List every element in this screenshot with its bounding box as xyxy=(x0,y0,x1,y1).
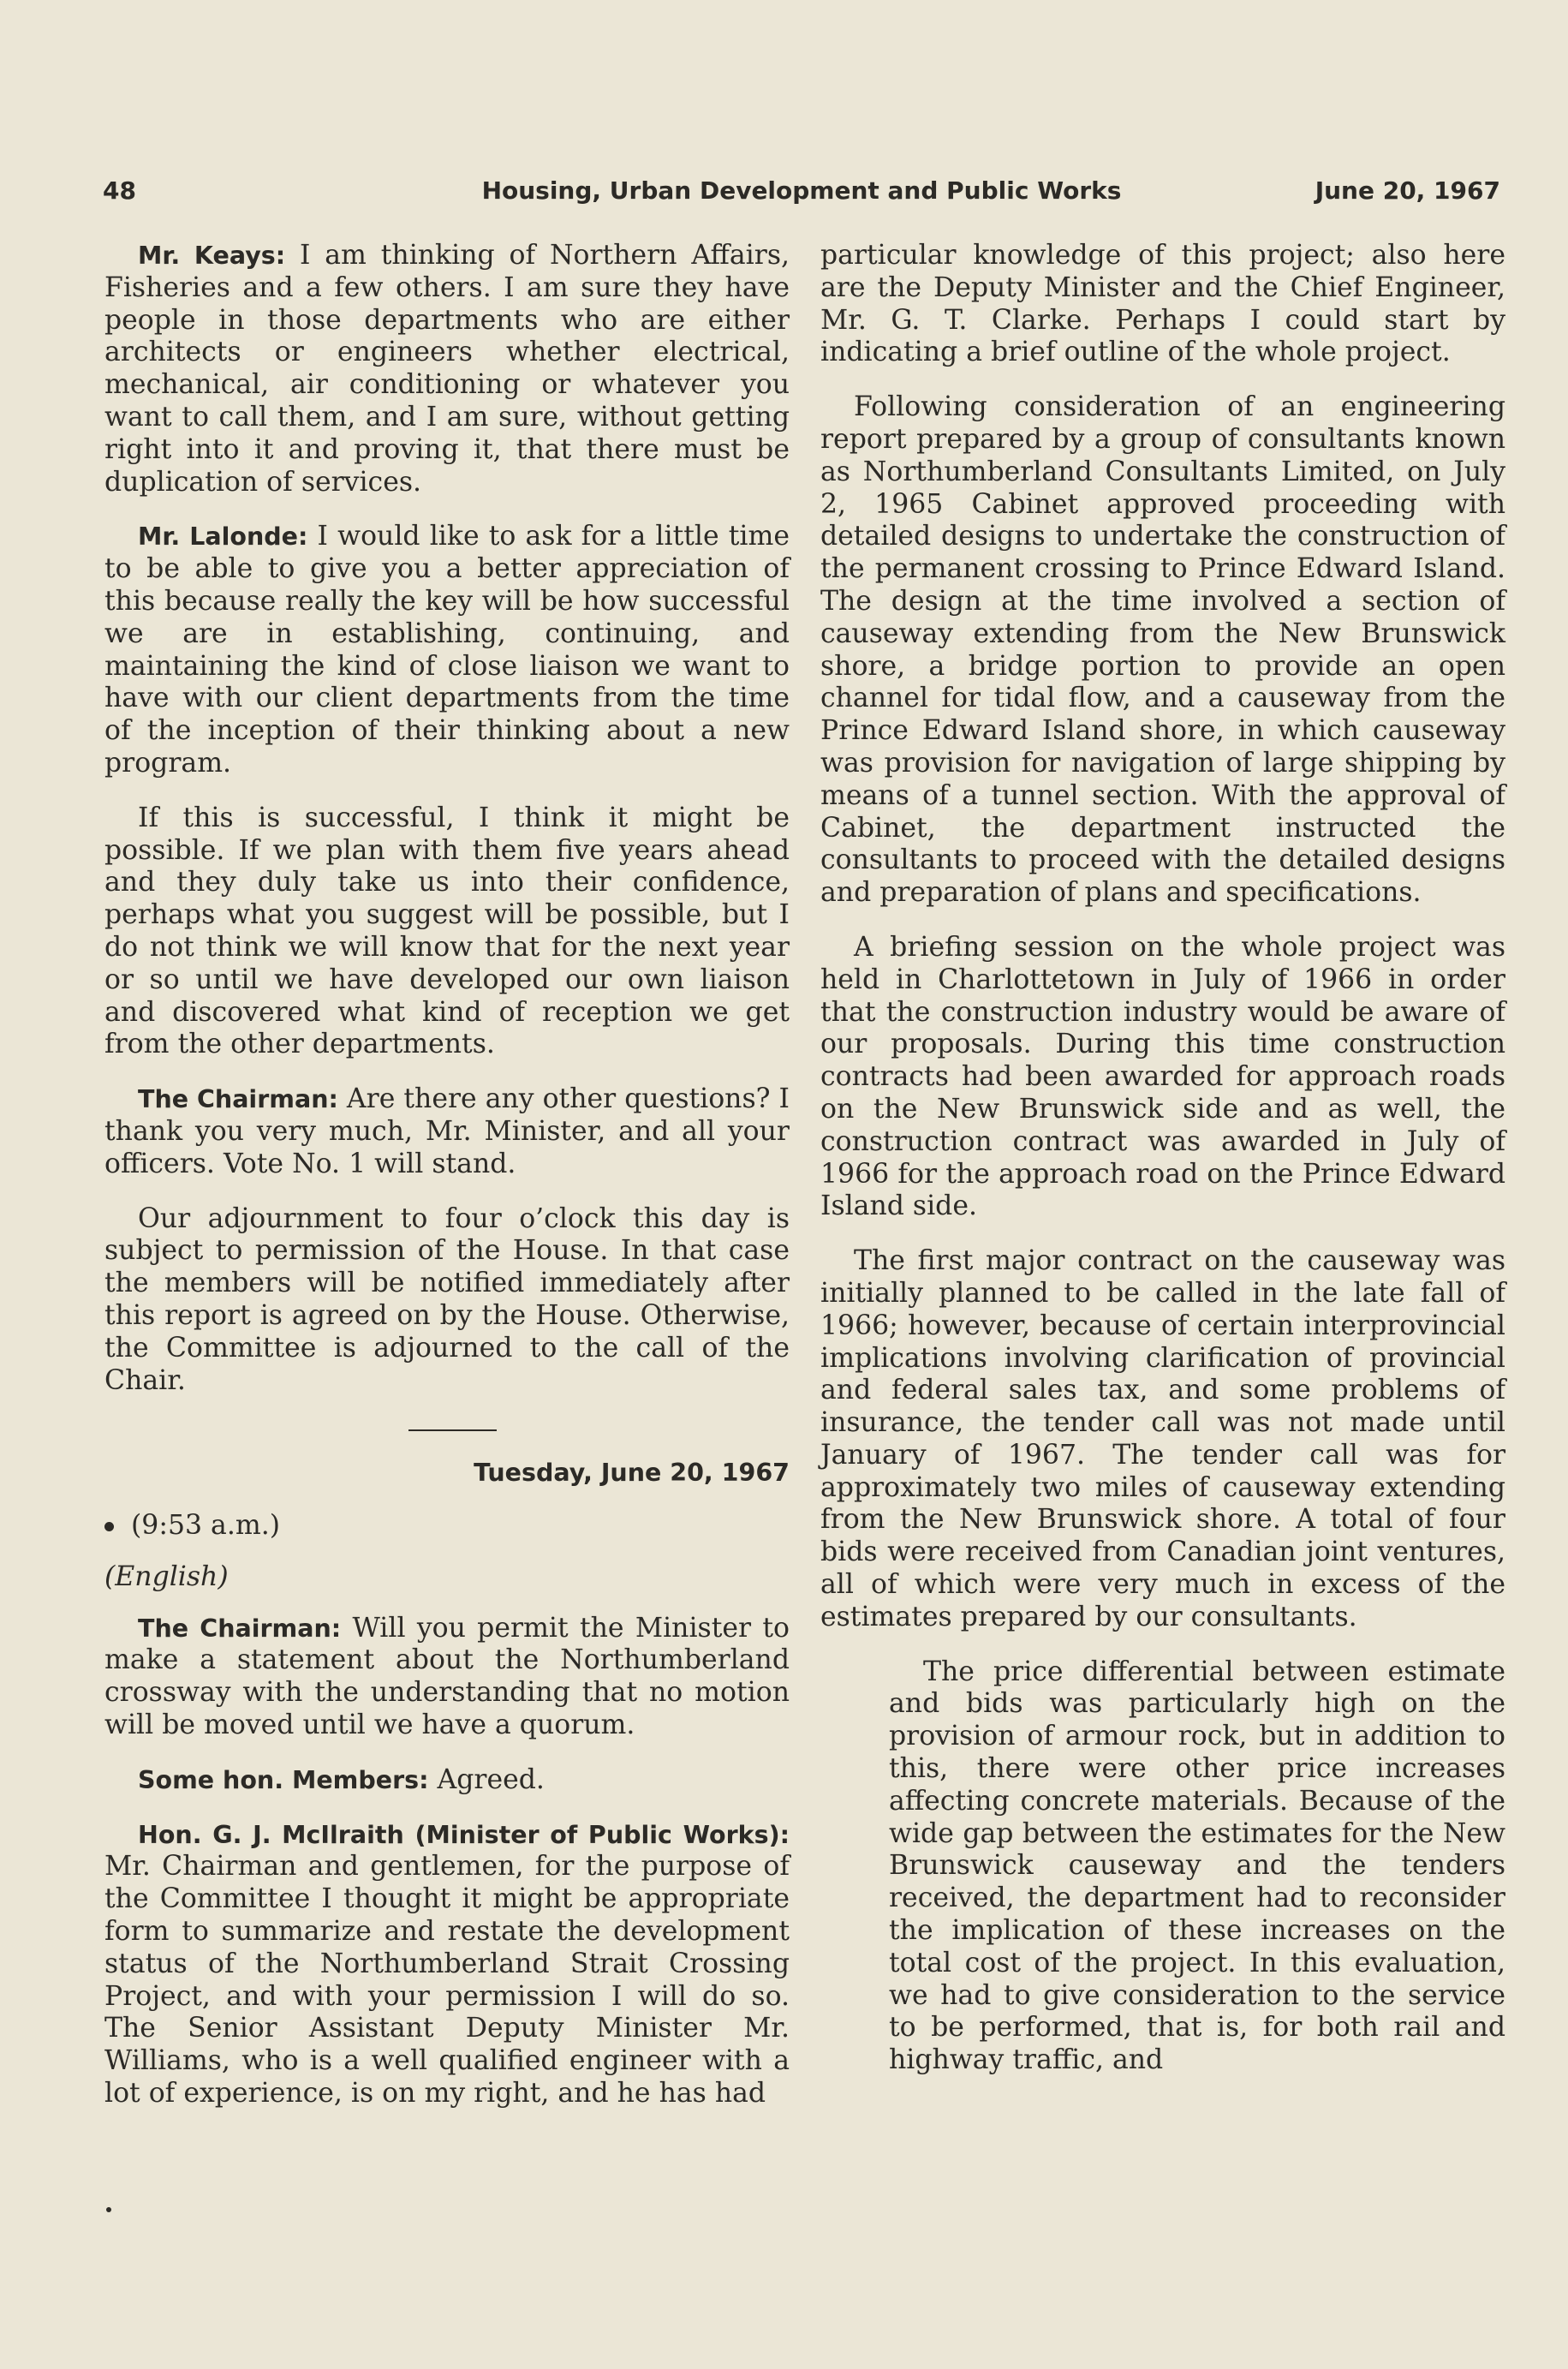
speaker-name: Some hon. Members: xyxy=(138,1765,429,1794)
paragraph: Following consideration of an engineering report prepared by a group of consultants known as Northumberland Consultants Limited, on July 2, 1965 Cabinet approved proceeding with detailed designs to undertake the construction of the permanent crossing to Prince Edward Island. The design at the time involved a section of causeway extending from the New Brunswick shore, a bridge portion to provide an open channel for tidal flow, and a causeway from the Prince Edward Island shore, in which causeway was provision for navigation of large shipping by means of a tunnel section. With the approval of Cabinet, the department instructed the consultants to proceed with the detailed designs and preparation of plans and specifications. xyxy=(820,391,1505,909)
speech-text: I am thinking of Northern Affairs, Fisheries and a few others. I am sure they have people in those departments who are either architects or engineers whether electrical, mechanical, air conditioning or whatever you want to call them, and I am sure, without getting right into it and proving it, that there must be duplication of services. xyxy=(104,240,790,498)
paragraph: A briefing session on the whole project was held in Charlottetown in July of 1966 in order that the construction industry would be aware of our proposals. During this time construction contracts had been awarded for approach roads on the New Brunswick side and as well, the construction contract was awarded in July of 1966 for the approach road on the Prince Edward Island side. xyxy=(820,931,1505,1222)
paragraph xyxy=(104,521,790,779)
speech-text: Will you permit the Minister to make a statement about the Northumberland crossway with the understanding that no motion will be moved until we have a quorum. xyxy=(104,1612,790,1741)
paragraph: The first major contract on the causeway was initially planned to be called in the late fall of 1966; however, because of certain interprovincial implications involving clarification of provincial and federal sales tax, and some problems of insurance, the tender call was not made until January of 1967. The tender call was for approximately two miles of causeway extending from the New Brunswick shore. A total of four bids were received from Canadian joint ventures, all of which were very much in excess of the estimates prepared by our consultants. xyxy=(820,1245,1505,1632)
running-title: Housing, Urban Development and Public Works xyxy=(481,176,1122,205)
left-column xyxy=(104,240,790,2133)
speaker-name: Mr. Keays: xyxy=(138,242,286,270)
timestamp xyxy=(104,1510,790,1543)
paragraph xyxy=(104,1764,790,1797)
timestamp-text: (9:53 a.m.) xyxy=(131,1510,281,1542)
sitting-date: Tuesday, June 20, 1967 xyxy=(474,1459,790,1488)
paragraph: Our adjournment to four o’clock this day is subject to permission of the House. In that case the members will be notified immediately after this report is agreed on by the House. Otherwise, the Committee is adjourned to the call of the Chair. xyxy=(104,1202,790,1396)
bullet-icon xyxy=(104,1522,114,1531)
paragraph: The price differential between estimate and bids was particularly high on the provision of armour rock, but in addition to this, there were other price increases affecting concrete materials. Because of the wide gap between the estimates for the New Brunswick causeway and the tenders received, the department had to reconsider the implication of these increases on the total cost of the project. In this evaluation, we had to give consideration to the service to be performed, that is, for both rail and highway traffic, and xyxy=(889,1656,1505,2076)
paragraph: particular knowledge of this project; also here are the Deputy Minister and the Chief Engineer, Mr. G. T. Clarke. Perhaps I could start by indicating a brief outline of the whole project. xyxy=(820,240,1505,368)
paragraph xyxy=(104,1083,790,1180)
speech-text: Are there any other questions? I thank you very much, Mr. Minister, and all your officers. Vote No. 1 will stand. xyxy=(104,1083,790,1179)
paragraph xyxy=(104,1819,790,2110)
header-date: June 20, 1967 xyxy=(1315,176,1500,205)
section-divider xyxy=(408,1429,497,1431)
speaker-name: The Chairman: xyxy=(138,1614,342,1643)
speaker-name: The Chairman: xyxy=(138,1085,338,1114)
speech-text: Mr. Chairman and gentlemen, for the purpose of the Committee I thought it might be appropriate form to summarize and restate the development status of the Northumberland Strait Crossing Project, and with your permission I will do so. The Senior Assistant Deputy Minister Mr. Williams, who is a well qualified engineer with a lot of experience, is on my right, and he has had xyxy=(104,1851,790,2109)
page-header xyxy=(103,171,1500,214)
page-number: 48 xyxy=(103,176,136,205)
speaker-name: Mr. Lalonde: xyxy=(138,522,308,552)
language-marker: (English) xyxy=(104,1560,229,1592)
paragraph xyxy=(104,1613,790,1742)
right-column xyxy=(820,240,1505,2099)
paragraph: If this is successful, I think it might be possible. If we plan with them five years ahead and they duly take us into their confidence, perhaps what you suggest will be possible, but I do not think we will know that for the next year or so until we have developed our own liaison and discovered what kind of reception we get from the other departments. xyxy=(104,802,790,1060)
speaker-name: Hon. G. J. McIlraith (Minister of Public Works): xyxy=(138,1820,790,1849)
paragraph xyxy=(104,240,790,498)
footer-mark xyxy=(106,2207,111,2212)
speech-text: I would like to ask for a little time to be able to give you a better appreciation of this because really the key will be how successful we are in establishing, continuing, and maintaining the kind of close liaison we want to have with our client departments from the time of the inception of their thinking about a new program. xyxy=(104,521,790,779)
speech-text: Agreed. xyxy=(428,1763,545,1795)
